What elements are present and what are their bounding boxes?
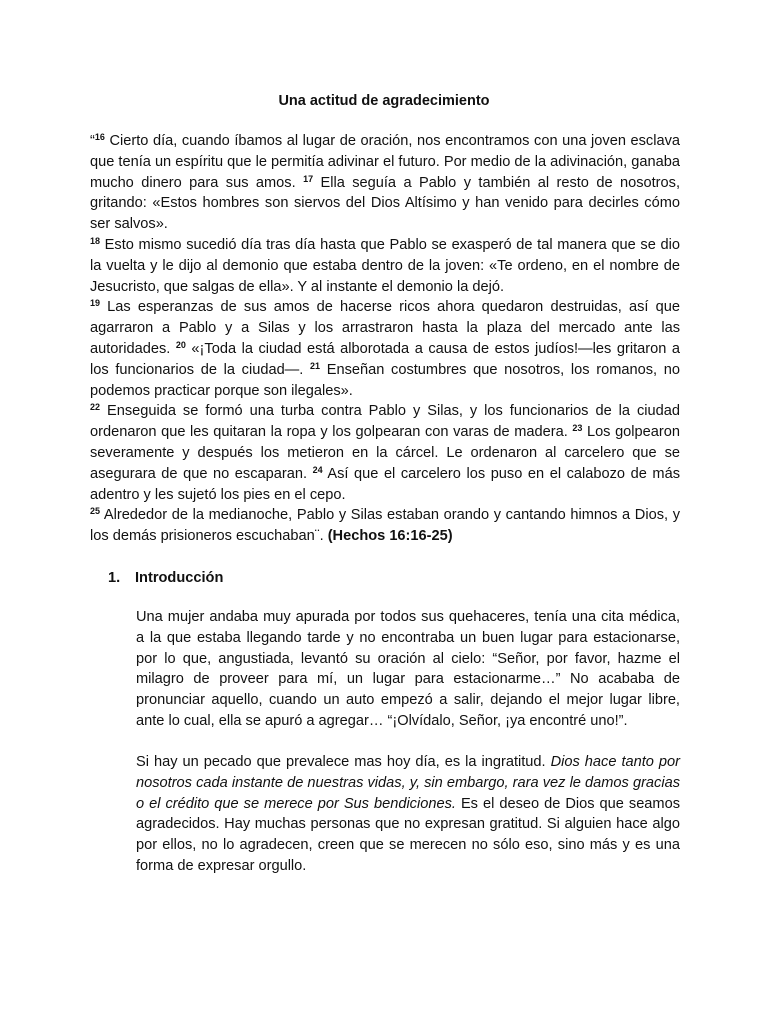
scripture-passage [90, 131, 680, 547]
verse-number-18: 18 [90, 235, 101, 246]
scripture-paragraph-22-24 [90, 401, 680, 505]
verse-number-22: 22 [90, 402, 101, 413]
verse-number-25: 25 [90, 506, 101, 517]
section-heading-introduccion [108, 570, 688, 586]
verse-19-text: Las esperanzas de sus amos de hacerse ricos ahora quedaron destruidas, así que agarraron a Pablo y a Silas y los arrastraron hasta la plaza del mercado ante las autoridades. [90, 299, 680, 357]
open-quote: “ [90, 133, 95, 149]
verse-20-text: «¡Toda la ciudad está alborotada a causa de estos judíos!—les gritaron a los funcionarios de la ciudad—. [90, 340, 680, 378]
paragraph2-rest: Es el deseo de Dios que seamos agradecidos. Hay muchas personas que no expresan gratitud. Si alguien hace algo por ellos, no lo agradecen, creen que se merecen no sólo eso, sino más y es una forma de expresar orgullo. [136, 795, 680, 874]
verse-number-21: 21 [310, 360, 321, 371]
intro-paragraph-1: Una mujer andaba muy apurada por todos sus quehaceres, tenía una cita médica, a la que estaba llegando tarde y no encontraba un buen lugar para estacionarse, por lo que, angustiada, levantó su oración al cielo: “Señor, por favor, hazme el milagro de proveer para mí, un lugar para estacionarme…” No acababa de pronunciar aquello, cuando un auto empezó a salir, dejando el mejor lugar libre, ante lo cual, ella se apuró a agregar… “¡Olvídalo, Señor, ¡ya encontré uno!”. [136, 609, 680, 729]
page-title: Una actitud de agradecimiento [278, 93, 490, 109]
verse-22-text: Enseguida se formó una turba contra Pablo y Silas, y los funcionarios de la ciudad ordenaron que les quitaran la ropa y los golpearan con varas de madera. [90, 403, 680, 441]
verse-17-text: Ella seguía a Pablo y también al resto de nosotros, gritando: «Estos hombres son siervos del Dios Altísimo y han venido para decirles cómo ser salvos». [90, 174, 680, 233]
verse-number-23: 23 [572, 423, 583, 434]
section-title: Introducción [135, 570, 224, 586]
verse-18-text: Esto mismo sucedió día tras día hasta que Pablo se exasperó de tal manera que se dio la vuelta y le dijo al demonio que estaba dentro de la joven: «Te ordeno, en el nombre de Jesucristo, que salgas de ella». Y al instante el demonio la dejó. [90, 236, 680, 295]
verse-number-20: 20 [175, 339, 186, 350]
verse-number-16: 16 [94, 132, 105, 142]
scripture-paragraph-19-21 [90, 297, 680, 401]
verse-number-17: 17 [303, 173, 314, 184]
verse-24-text: Así que el carcelero los puso en el calabozo de más adentro y les sujetó los pies en el cepo. [90, 465, 680, 503]
verse-23-text: Los golpearon severamente y después los metieron en la cárcel. Le ordenaron al carcelero que se asegurara de que no escaparan. [90, 424, 680, 482]
scripture-paragraph-16-17 [90, 131, 680, 235]
scripture-paragraph-18 [90, 235, 680, 297]
scripture-reference: (Hechos 16:16-25) [327, 528, 453, 545]
intro-paragraph-2 [136, 752, 680, 877]
verse-21-text: Enseñan costumbres que nosotros, los romanos, no podemos practicar porque son ilegales». [90, 361, 680, 399]
paragraph2-lead: Si hay un pecado que prevalece mas hoy día, es la ingratitud. [136, 754, 551, 770]
scripture-paragraph-25 [90, 505, 680, 547]
verse-25-text: Alrededor de la medianoche, Pablo y Silas estaban orando y cantando himnos a Dios, y los demás prisioneros escuchaban¨. [90, 507, 680, 545]
verse-number-19: 19 [90, 298, 101, 309]
paragraph2-italic: Dios hace tanto por nosotros cada instante de nuestras vidas, y, sin embargo, rara vez le damos gracias o el crédito que se merece por Sus bendiciones. [136, 754, 680, 812]
section-number: 1. [108, 570, 121, 586]
verse-16-text: Cierto día, cuando íbamos al lugar de oración, nos encontramos con una joven esclava que tenía un espíritu que le permitía adivinar el futuro. Por medio de la adivinación, ganaba mucho dinero para sus amos. [90, 133, 680, 191]
verse-number-24: 24 [312, 464, 323, 475]
